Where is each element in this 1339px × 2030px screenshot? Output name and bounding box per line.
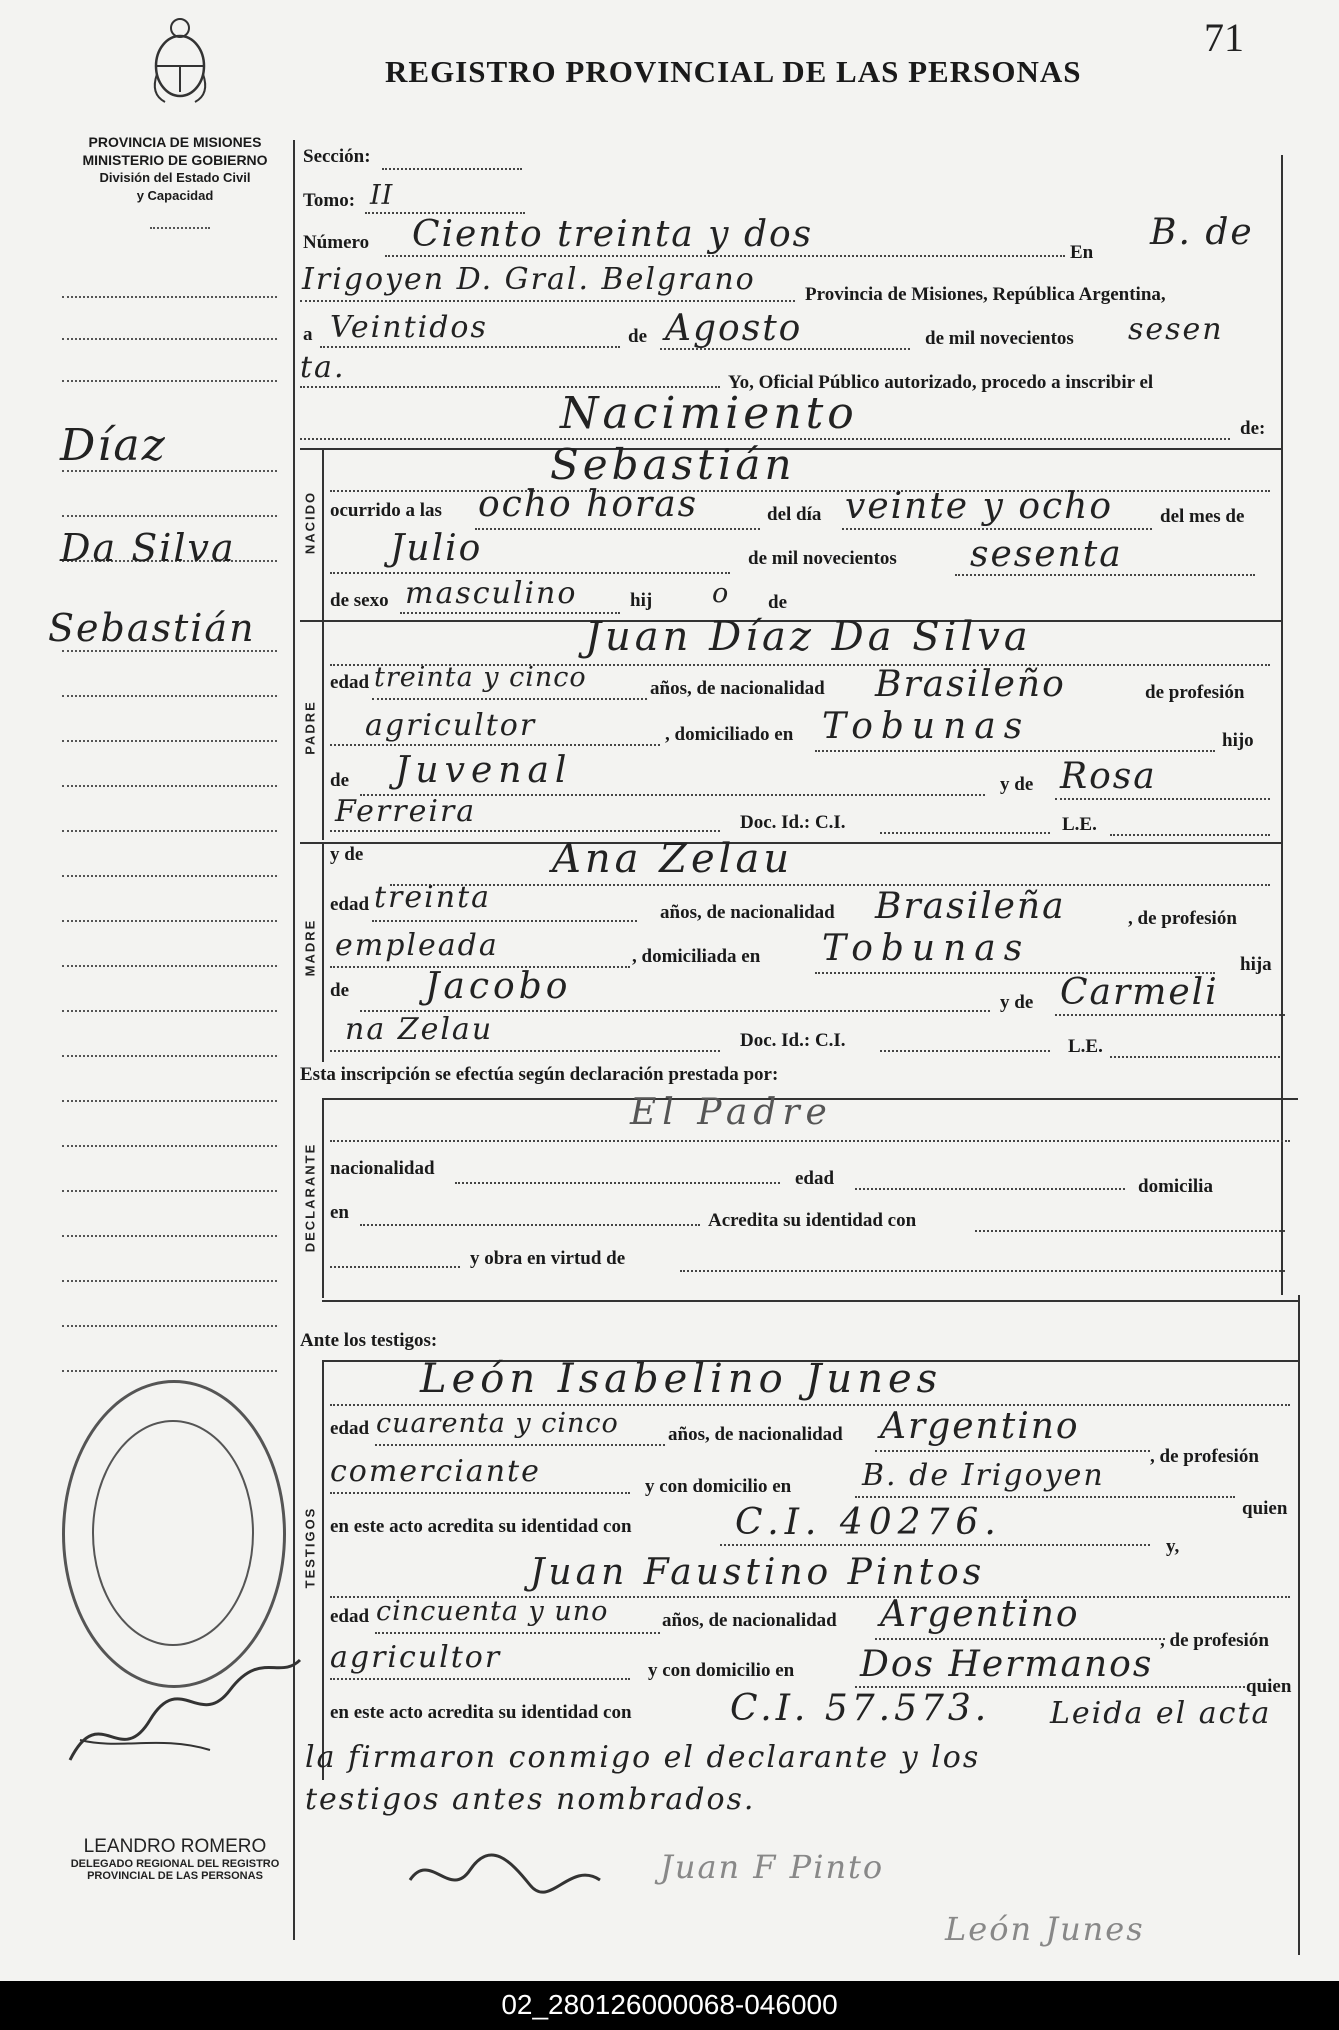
- month-value: Agosto: [665, 308, 803, 349]
- closing-text-3: testigos antes nombrados.: [305, 1782, 756, 1817]
- declarante-acredita-label: Acredita su identidad con: [708, 1210, 917, 1231]
- witness-1-profession: comerciante: [330, 1454, 541, 1489]
- madre-hija-label: hija: [1240, 954, 1272, 975]
- birth-day: veinte y ocho: [845, 486, 1114, 527]
- declarante-edad-label: edad: [795, 1168, 835, 1189]
- w1-anos-label: años, de nacionalidad: [668, 1424, 843, 1445]
- margin-given-name: Sebastián: [48, 606, 256, 650]
- header-line-1: PROVINCIA DE MISIONES: [88, 134, 262, 150]
- madre-de-label: de: [330, 980, 349, 1001]
- year-label: de mil novecientos: [925, 328, 1074, 349]
- mother-profession: empleada: [335, 928, 499, 963]
- official-name: LEANDRO ROMERO: [83, 1836, 267, 1857]
- padre-anos-label: años, de nacionalidad: [650, 678, 825, 699]
- padre-profesion-label: de profesión: [1145, 682, 1245, 703]
- witness-1-signature: León Junes: [945, 1910, 1145, 1948]
- coat-of-arms-emblem: [145, 14, 215, 106]
- day-value: Veintidos: [330, 310, 488, 345]
- w2-anos-label: años, de nacionalidad: [662, 1610, 837, 1631]
- witness-1-id: C.I. 40276.: [735, 1502, 1002, 1543]
- w1-quien-label: quien: [1242, 1498, 1288, 1519]
- declarante-nacionalidad-label: nacionalidad: [330, 1158, 435, 1179]
- year-value-2: ta.: [300, 350, 346, 385]
- witness-2-signature: Juan F Pinto: [660, 1848, 885, 1886]
- padre-domicilio-label: , domiciliado en: [665, 724, 794, 745]
- mother-name: Ana Zelau: [552, 836, 794, 882]
- tomo-label: Tomo:: [303, 190, 356, 211]
- hij-value: o: [712, 578, 730, 609]
- declarante-obra-label: y obra en virtud de: [470, 1248, 626, 1269]
- header-agency: [55, 133, 295, 205]
- official-signature-scribble: [60, 1640, 320, 1790]
- numero-value: Ciento treinta y dos: [412, 214, 814, 255]
- father-domicile: Tobunas: [822, 706, 1031, 747]
- paternal-grandmother-2: Ferreira: [335, 794, 477, 829]
- witness-2-id: C.I. 57.573.: [730, 1688, 991, 1729]
- witness-2-name: Juan Faustino Pintos: [530, 1552, 986, 1593]
- place-value: Irigoyen D. Gral. Belgrano: [302, 262, 756, 297]
- madre-edad-label: edad: [330, 894, 370, 915]
- madre-profesion-label: , de profesión: [1128, 908, 1237, 929]
- padre-y-de-label: y de: [1000, 774, 1034, 795]
- declarante-intro: Esta inscripción se efectúa según declaración prestada por:: [300, 1064, 779, 1085]
- a-label: a: [303, 324, 313, 345]
- margin-surname-2: Da Silva: [60, 526, 236, 570]
- year-value-1: sesen: [1128, 312, 1224, 347]
- madre-y-de2-label: y de: [1000, 992, 1034, 1013]
- witness-1-nationality: Argentino: [880, 1406, 1080, 1447]
- madre-domicilio-label: , domiciliada en: [632, 946, 761, 967]
- provincia-text: Provincia de Misiones, República Argentina,: [805, 284, 1166, 305]
- hij-label: hij: [630, 590, 653, 611]
- en-value: B. de: [1150, 212, 1254, 253]
- paternal-grandmother-1: Rosa: [1060, 756, 1157, 797]
- witness-2-profession: agricultor: [330, 1640, 502, 1675]
- official-title-1: DELEGADO REGIONAL DEL REGISTRO: [70, 1858, 280, 1870]
- madre-doc-label: Doc. Id.: C.I.: [740, 1030, 846, 1051]
- header-separator: [150, 227, 210, 229]
- header-line-4: y Capacidad: [136, 188, 214, 203]
- closing-text-2: la firmaron conmigo el declarante y los: [305, 1740, 981, 1775]
- birth-year: sesenta: [970, 534, 1123, 575]
- w2-edad-label: edad: [330, 1606, 370, 1627]
- father-nationality: Brasileño: [875, 664, 1066, 705]
- padre-section-label: PADRE: [302, 700, 318, 755]
- yo-text: Yo, Oficial Público autorizado, procedo a inscribir el: [728, 372, 1154, 393]
- witness-1-domicile: B. de Irigoyen: [862, 1458, 1105, 1493]
- tomo-value: II: [370, 180, 394, 211]
- padre-le-label: L.E.: [1062, 814, 1097, 835]
- header-line-2: MINISTERIO DE GOBIERNO: [82, 152, 268, 168]
- witness-1-name: León Isabelino Junes: [420, 1356, 943, 1402]
- padre-edad-label: edad: [330, 672, 370, 693]
- w1-y-label: y,: [1166, 1536, 1180, 1557]
- madre-le-label: L.E.: [1068, 1036, 1103, 1057]
- del-mes-label: del mes de: [1160, 506, 1245, 527]
- mother-nationality: Brasileña: [875, 886, 1066, 927]
- nacido-de-label: de: [768, 592, 787, 613]
- w1-domicilio-label: y con domicilio en: [645, 1476, 792, 1497]
- numero-label: Número: [303, 232, 370, 253]
- del-dia-label: del día: [767, 504, 822, 525]
- maternal-grandfather: Jacobo: [425, 966, 572, 1007]
- mother-age: treinta: [374, 880, 492, 915]
- madre-y-de-label: y de: [330, 844, 364, 865]
- declarante-section-label: DECLARANTE: [302, 1142, 318, 1253]
- padre-doc-label: Doc. Id.: C.I.: [740, 812, 846, 833]
- w2-domicilio-label: y con domicilio en: [648, 1660, 795, 1681]
- sexo-value: masculino: [405, 576, 578, 611]
- father-age: treinta y cinco: [374, 662, 587, 693]
- margin-surname-1: Díaz: [60, 420, 167, 471]
- witness-2-nationality: Argentino: [880, 1594, 1080, 1635]
- form-left-border: [293, 140, 295, 1940]
- witness-2-age: cincuenta y uno: [376, 1596, 609, 1627]
- header-line-3: División del Estado Civil: [99, 170, 251, 185]
- witness-2-domicile: Dos Hermanos: [860, 1644, 1154, 1685]
- madre-section-label: MADRE: [302, 918, 318, 977]
- father-profession: agricultor: [365, 708, 537, 743]
- w2-profesion-label: , de profesión: [1160, 1630, 1269, 1651]
- testigos-section-label: TESTIGOS: [302, 1506, 318, 1589]
- de-colon: de:: [1240, 418, 1266, 439]
- declarante-en-label: en: [330, 1202, 349, 1223]
- w1-profesion-label: , de profesión: [1150, 1446, 1259, 1467]
- paternal-grandfather: Juvenal: [395, 750, 573, 791]
- madre-anos-label: años, de nacionalidad: [660, 902, 835, 923]
- birth-hour: ocho horas: [478, 484, 699, 525]
- mother-domicile: Tobunas: [822, 928, 1031, 969]
- w2-quien-label: quien: [1246, 1676, 1292, 1697]
- birth-month: Julio: [390, 528, 483, 569]
- official-title-2: PROVINCIAL DE LAS PERSONAS: [87, 1870, 263, 1882]
- act-type: Nacimiento: [560, 388, 858, 439]
- form-right-border: [1281, 155, 1283, 1295]
- child-name: Sebastián: [550, 440, 796, 489]
- page-number: 71: [1204, 15, 1244, 60]
- maternal-grandmother-1: Carmeli: [1060, 972, 1219, 1013]
- scan-code: 02_280126000068-046000: [501, 1989, 838, 2020]
- seccion-label: Sección:: [303, 146, 371, 167]
- padre-de-label: de: [330, 770, 349, 791]
- padre-hijo-label: hijo: [1222, 730, 1254, 751]
- de-label: de: [628, 326, 647, 347]
- witness-1-age: cuarenta y cinco: [376, 1408, 619, 1439]
- w1-acredita-label: en este acto acredita su identidad con: [330, 1516, 632, 1537]
- official-block: [55, 1836, 295, 1882]
- en-label: En: [1070, 242, 1094, 263]
- w1-edad-label: edad: [330, 1418, 370, 1439]
- father-name: Juan Díaz Da Silva: [585, 614, 1032, 660]
- ocurrido-label: ocurrido a las: [330, 500, 442, 521]
- mil-label: de mil novecientos: [748, 548, 897, 569]
- nacido-section-label: NACIDO: [302, 490, 318, 555]
- declarante-domicilia-label: domicilia: [1138, 1176, 1213, 1197]
- maternal-grandmother-2: na Zelau: [345, 1012, 494, 1047]
- testigos-intro: Ante los testigos:: [300, 1330, 438, 1351]
- document-title: REGISTRO PROVINCIAL DE LAS PERSONAS: [385, 54, 1082, 89]
- closing-text-1: Leida el acta: [1050, 1696, 1272, 1731]
- officer-signature: [400, 1840, 630, 1910]
- declarant-name: El Padre: [630, 1092, 833, 1133]
- sexo-label: de sexo: [330, 590, 389, 611]
- scan-footer-bar: [0, 1981, 1339, 2030]
- w2-acredita-label: en este acto acredita su identidad con: [330, 1702, 632, 1723]
